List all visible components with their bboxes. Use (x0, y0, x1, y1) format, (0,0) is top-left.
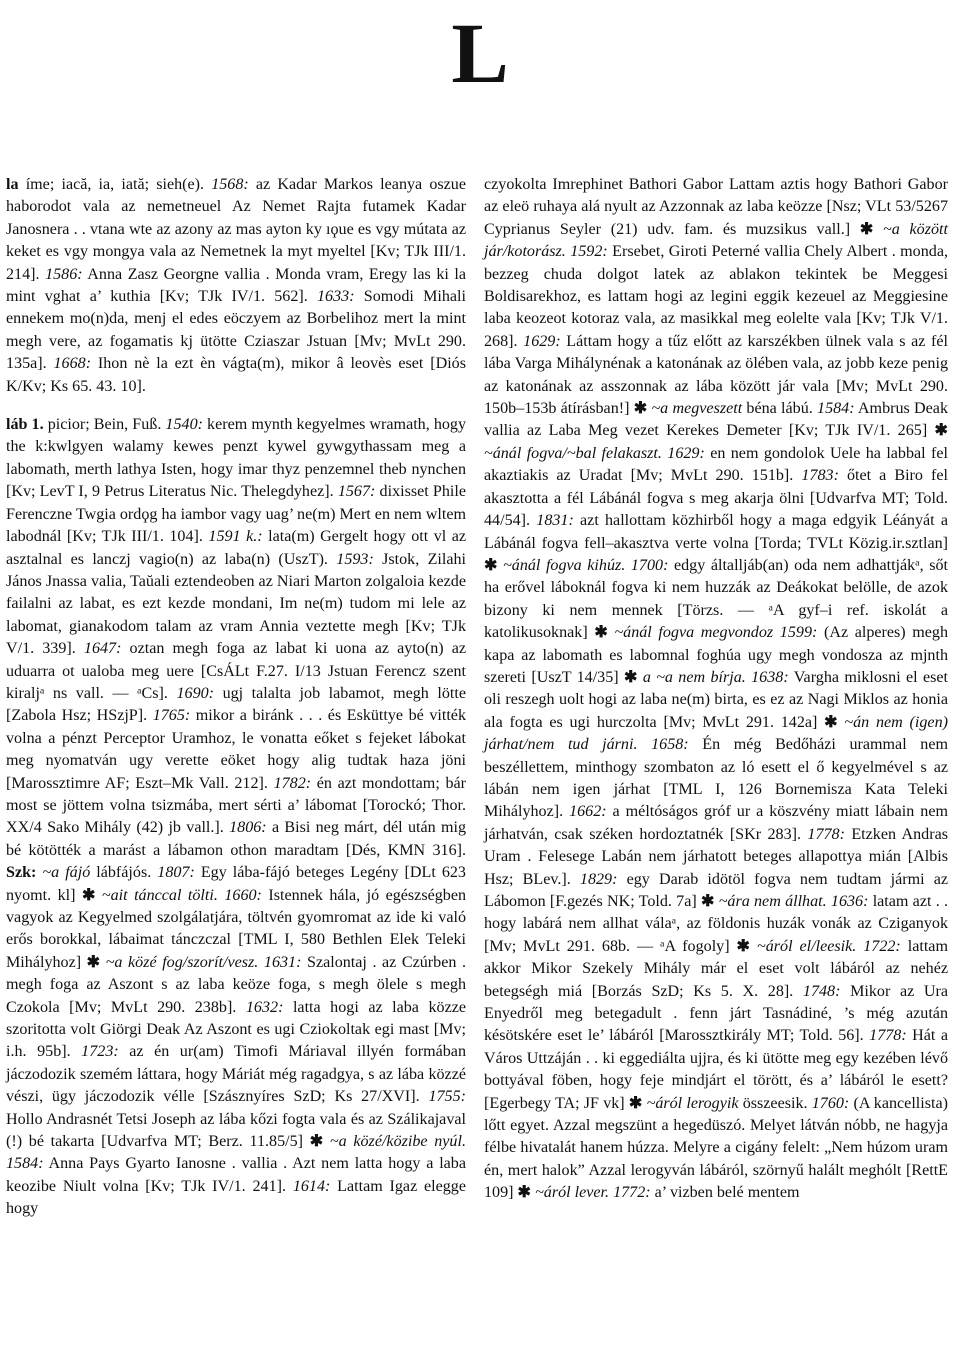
phrase-italic: ~a között jár/kotorász. (484, 220, 948, 261)
phrase-marker: ✱ (824, 713, 838, 731)
citation-year: 1584: (6, 1155, 44, 1173)
entry-text: Ersebet, Giroti Peterné vallia Chely Albert . monda, bezzeg chuda dolgot latek az ablakon tekintek be Meggesi Boldisarekhoz, es lattam hogi az legini eggik kezeuel az Meggiesine laba keozeot kotoraz vala, az masikkal meg eolelte vala [Kv; TJk V/1. 268]. (484, 243, 948, 350)
page-letter-heading: L (451, 5, 509, 101)
citation-year: 1755: (428, 1088, 466, 1106)
phrase-italic: ~áról lerogyik (646, 1094, 739, 1112)
entry-text (637, 736, 651, 753)
entry-text: (Az alperes) megh kapa az labomath es labomnal foghúa ugy megh vondosza az mjnth szereti [UszT 14/35] (484, 624, 948, 686)
citation-year: 1629: (667, 444, 705, 462)
entry-text: Jstok, Zilahi János Jnassa valia, Taŭali eztendeoben az Niari Marton zolgaloia kezde failalni az labat, es ezt kezde mondani, Im ne(m) tudom mi lele az labomat, gianakodom talam az vram Annia veztette megh [Kv; TJk V/1. 339]. (6, 550, 466, 658)
citation-year: 1647: (83, 640, 122, 658)
phrase-marker: ✱ (628, 1094, 643, 1112)
entry-text: en nem gondolok Uele ha labbal fel akaztiakis az Uradat [Mv; MvLt 290. 151b]. (484, 444, 948, 485)
entry-text: ugj talalta job labamot, megh lötte [Zabola Hsz; HSzjP]. (6, 684, 466, 725)
entry-text: dixisset Phile Ferenczne Twgia ordϙg ha iambor vagy uag’ ne(m) Mert en nem wltem labodnál [Kv; TJk III/1. 104]. (6, 483, 466, 546)
citation-year: 1540: (165, 416, 203, 434)
phrase-italic: ~áról lever. (535, 1184, 610, 1202)
phrase-italic: ~ait tánccal tölti. (101, 886, 218, 904)
citation-year: 1638: (751, 668, 789, 686)
entry-text: őtet a Biro fel akasztotta a fél Lábánál fogva s meg akarja ölni [Udvarfva MT; Told. 44/54]. (484, 467, 948, 530)
entry-headword: láb 1. (6, 416, 44, 434)
citation-year: 1584: (817, 400, 855, 418)
entry-text: a méltóságos gróf ur a köszvény miatt lábain nem járhatván, csak széken hordoztatnék [SKr 283]. (484, 803, 948, 843)
phrase-italic: ~ára nem állhat. (718, 893, 827, 910)
phrase-marker: ✱ (934, 422, 948, 440)
citation-year: 1806: (229, 819, 267, 837)
entry-text: Somodi Mihali ennekem mo(n)da, menj el edes eöczyem az Borbelihoz mert la mint megh vere, az fogamatis kj ütötte Cziaszar Jstuan [Mv; MvLt 290. 135a]. (6, 288, 466, 373)
entry-text: edgy általljáb(an) oda nem adhattjákᵃ, sőt ha erővel láboknál fogva ki nem huzzák az Deákokat belölle, de azok bizony ki nem mennek [Törzs. — ᵃA gyf–i ref. iskolát a katolikusoknak] (484, 556, 948, 642)
entry-text: lábfájós. (90, 864, 158, 882)
citation-year: 1831: (536, 512, 574, 530)
entry-text: Hát a Város Uttzáján . . ki eggediálta ujjra, és ki ütötte meg egy kezében lévő bottyával föben, hogy feje mindjárt el törött, és a’ lábáról le esett? [Egerbegy TA; JF vk] (484, 1027, 948, 1112)
entry-text: Szalontaj . az Czúrben . megh foga az Aszont s az laba keöze foga, s megh ölele s megh Czokola [Mv; MvLt 290. 238b]. (6, 953, 466, 1016)
right-column (484, 174, 948, 1205)
citation-year: 1668: (53, 355, 92, 373)
phrase-marker: ✱ (736, 937, 751, 955)
phrase-marker: ✱ (81, 886, 96, 904)
citation-year: 1629: (523, 332, 561, 350)
entry-text: a’ vizben belé mentem (650, 1184, 800, 1202)
entry-text: én azt mondottam; bár most se jöttem volna tsizmába, mert sérti a’ lábomat [Torockó; Thor. XX/4 Sako Mihály (42) jb vall.]. (6, 774, 466, 837)
citation-year: 1700: (630, 556, 669, 574)
citation-year: 1591 k.: (208, 528, 263, 546)
left-column (6, 174, 466, 1221)
citation-year: 1782: (273, 774, 312, 792)
phrase-italic: ~ánál fogva/~bal felakaszt. (484, 444, 662, 462)
phrase-marker: ✱ (623, 668, 638, 686)
entry-text: Láttam hogy a tűz előtt az karszékben ülnek vala s az fél lába Varga Mihálynénak a katonának az ölében vala, az jobb keze penig az katonának az asszonnak az lába között jár vala [Mv; MvLt 290. 150b–153b átírásban!] (484, 332, 948, 418)
entry-text: a Bisi neg márt, dél után mig bé kötötték a marást a lábamon othon maradtam [Dés, KMN 316]. (6, 819, 466, 859)
citation-year: 1568: (211, 176, 249, 193)
entry-text: Egy lába-fájó beteges Legény [DLt 623 nyomt. kl] (6, 864, 466, 904)
phrase-marker: ✱ (859, 220, 874, 238)
entry-text: Istennek hála, jó egészségben vagyok az Kegyelmed szolgálatjára, töltvén gyomromat az ide ki való erős borokkal, lábaimat tánczczal [TML I, 580 Bethlen Elek Teleki Mihályhoz] (6, 886, 467, 971)
phrase-italic: ~ánál fogva kihúz. (503, 556, 626, 574)
entry-text: Ihon nè la ezt èn vágta(m), mikor â leovès eset [Diós K/Kv; Ks 65. 43. 10]. (6, 355, 466, 395)
entry-text: Mikor az Ura Enyedről meg betegadult . fenn járt Tasnádiné, ’s még azután késötskére eset le’ lábáról [Marossztkirály MT; Told. 56]. (484, 982, 948, 1045)
entry-text: latta hogi az laba közze szoritotta volt Giörgi Deak Az Aszont es ugi Cziokoltak egi mast [Mv; i.h. 95b]. (6, 998, 466, 1061)
citation-year: 1723: (81, 1043, 119, 1061)
entry-text: mikor a biránk . . . és Esküttye bé vitték volna a pénzt Perceptor Uramhoz, le vonatta eőket s fejeket lábokat meg nyomatván ugy verette eöket hogy alig tudtak haza jöni [Marossztimre AF; Eszt–Mk Vall. 212]. (6, 707, 466, 792)
phrase-italic: a ~a nem bírja. (642, 668, 746, 686)
citation-year: 1614: (292, 1177, 331, 1195)
citation-year: 1690: (176, 684, 215, 702)
phrase-marker: ✱ (484, 556, 498, 574)
entry-text: íme; iacă, ia, iată; sieh(e). (18, 176, 212, 193)
citation-year: 1592: (570, 243, 608, 261)
citation-year: 1783: (801, 467, 839, 485)
section-label: Szk: (6, 864, 37, 882)
entry-text: lattam akkor Mikor Szekely Mihály már el eset volt lábáról az nehéz betegségh miá [Borzás SzD; Ks 5. X. 28]. (484, 937, 948, 1000)
entry-headword: la (6, 176, 19, 193)
entry-text: Én még Bedőházi urammal nem beszéllettem, minthogy szombaton az ló esett el ő kegyelmével s az lábán nem igen járhat [TML I, 126 Bornemisza Kata Teleki Mihályhoz]. (484, 736, 948, 821)
entry-text: Etzken Andras Uram . Felesege Labán nem járhatott beteges allapottya mián [Albis Hsz; BLev.]. (484, 825, 948, 888)
phrase-italic: ~a közé fog/szorít/vesz. (105, 953, 259, 971)
phrase-marker: ✱ (309, 1133, 324, 1151)
citation-year: 1633: (317, 288, 355, 306)
phrase-marker: ✱ (517, 1184, 532, 1202)
citation-year: 1748: (802, 982, 841, 1000)
entry-text: az Kadar Markos leanya oszue haborodot vala az nemetneuel Az Nemet Rajta futamek Kadar Janosnera . . vtana wte az azony az mas ayton ky ıϙue es vgy mútata az keket es vgy mongya vala az Nemetnek la myt myeltel [Kv; TJk III/1. 214]. (6, 176, 466, 283)
phrase-italic: ~a fájó (42, 864, 91, 882)
entry-text: Anna Zasz Georgne vallia . Monda vram, Eregy las ki la mint vghat a’ kuthia [Kv; TJk IV/1. 562]. (6, 265, 467, 306)
citation-year: 1772: (613, 1184, 651, 1202)
entry-text: Ambrus Deak vallia az Laba Meg vezet Kerekes Demeter [Kv; TJk IV/1. 265] (484, 400, 948, 440)
citation-year: 1636: (830, 893, 869, 910)
citation-year: 1593: (336, 550, 374, 568)
phrase-italic: ~a megveszett (651, 400, 743, 418)
citation-year: 1778: (807, 825, 845, 843)
entry-text: az én ur(am) Timofi Máriaval illyén formában jáczodozik szemém láttara, hogy Máriát még ragadgya, s az lába közzé vészi, ügy jáczodozik vélle [Szásznyíres SzD; Ks 27/XVI]. (6, 1043, 466, 1106)
entry-text: czyokolta Imrephinet Bathori Gabor Lattam aztis hogy Bathori Gabor az eleö ruhaya alá nyult az Azzonnak az laba keözze [Nsz; VLt 53/5267 Cyprianus Seyler (21) udv. fam. és muzsikus vall.] (484, 176, 948, 238)
entry-text: egy Darab idötöl fogva nem tudtam jármi az Lábomon [F.gezés NK; Told. 7a] (484, 870, 948, 910)
citation-year: 1760: (811, 1094, 850, 1112)
citation-year: 1586: (45, 265, 83, 283)
phrase-italic: ~áról el/leesik. (757, 937, 857, 955)
citation-year: 1778: (869, 1027, 907, 1045)
phrase-italic: ~án nem (igen) járhat/nem tud járni. (484, 713, 948, 754)
citation-year: 1631: (263, 953, 302, 971)
phrase-italic: ~ánál fogva megvondoz (614, 624, 774, 642)
phrase-marker: ✱ (594, 624, 608, 642)
citation-year: 1765: (152, 707, 191, 725)
phrase-marker: ✱ (633, 400, 648, 418)
dictionary-entry (6, 174, 466, 398)
entry-text (773, 624, 780, 641)
entry-text: összeesik. (738, 1094, 812, 1112)
citation-year: 1632: (245, 998, 284, 1016)
dictionary-entry (6, 414, 466, 1221)
entry-text: (A kancellista) lőtt egyet. Azzal megszünt a hegedüszó. Melyet látván nóbb, ne hagyja félbe hivatalát hanem húzza. Melyre a cigány felelt: „Nem húzom uram én, mert halok” Azzal lerogyván lábáról, szörnyű halált meghólt [RettE 109] (484, 1094, 948, 1202)
entry-text: Anna Pays Gyarto Ianosne . vallia . Azt nem latta hogy a laba keozibe Niult volna [Kv; TJk IV/1. 241]. (6, 1155, 466, 1195)
phrase-marker: ✱ (700, 893, 715, 910)
entry-text: latam azt . . hogy labárá nem allhat válaᵃ, az földonis huzák vonák az Cziganyok [Mv; MvLt 291. 68b. — ᵃA fogoly] (484, 893, 948, 955)
citation-year: 1658: (651, 736, 689, 754)
citation-year: 1722: (863, 937, 901, 955)
phrase-marker: ✱ (86, 953, 101, 971)
entry-text: Hollo Andrasnét Tetsi Joseph az lába kőzi fogta vala és az Szálikajaval (!) bé takarta [Udvarfva MT; Berz. 11.85/5] (6, 1110, 466, 1151)
entry-text (873, 221, 883, 238)
phrase-italic: ~a közé/közibe nyúl. (329, 1133, 466, 1151)
dictionary-entry (484, 174, 948, 1205)
entry-text: béna lábú. (742, 400, 818, 418)
entry-text: oztan megh foga az labat ki uona az ayto(n) az uduarra ot ualoba meg uere [CsÁLt F.27. I/13 Jstuan Ferencz szent kiraljᵃ ns vall. — ᵃCs]. (6, 640, 467, 702)
entry-text: azt hallottam közhirből hogy a maga edgyik Léányát a Lábánál fogva fell–akasztva verte volna [Torda; TVLt Közig.ir.sztlan] (484, 512, 948, 552)
citation-year: 1829: (579, 870, 618, 888)
citation-year: 1662: (569, 803, 607, 821)
entry-text: kerem mynth kegyelmes wramath, hogy the k:kwlgyen walamy kewes penzt kywel gywgythassam meg a labomath, merth lathya Isten, hogy imar thyz penzemnel theb nynchen [Kv; LevT I, 9 Petrus Literatus Nic. Thelegdyhez]. (6, 416, 467, 501)
entry-text: picior; Bein, Fuß. (43, 416, 166, 434)
citation-year: 1567: (337, 483, 376, 501)
entry-text (323, 1133, 330, 1150)
entry-text (750, 938, 757, 955)
entry-text: Lattam Igaz elegge hogy (6, 1177, 466, 1218)
citation-year: 1660: (224, 886, 262, 904)
entry-text: Vargha miklosni el eset oli reszegh uolt hogi az laba ne(m) birta, es ez az Nagi Miklos az honia ala fogta es ugi hurczolta [Mv; MvLt 291. 142a] (484, 668, 948, 731)
entry-text: lata(m) Gergelt hogy ott vl az asztalnal es lanczj vagio(n) az laba(n) (UszT). (6, 528, 466, 568)
citation-year: 1599: (779, 624, 818, 642)
citation-year: 1807: (157, 864, 195, 882)
